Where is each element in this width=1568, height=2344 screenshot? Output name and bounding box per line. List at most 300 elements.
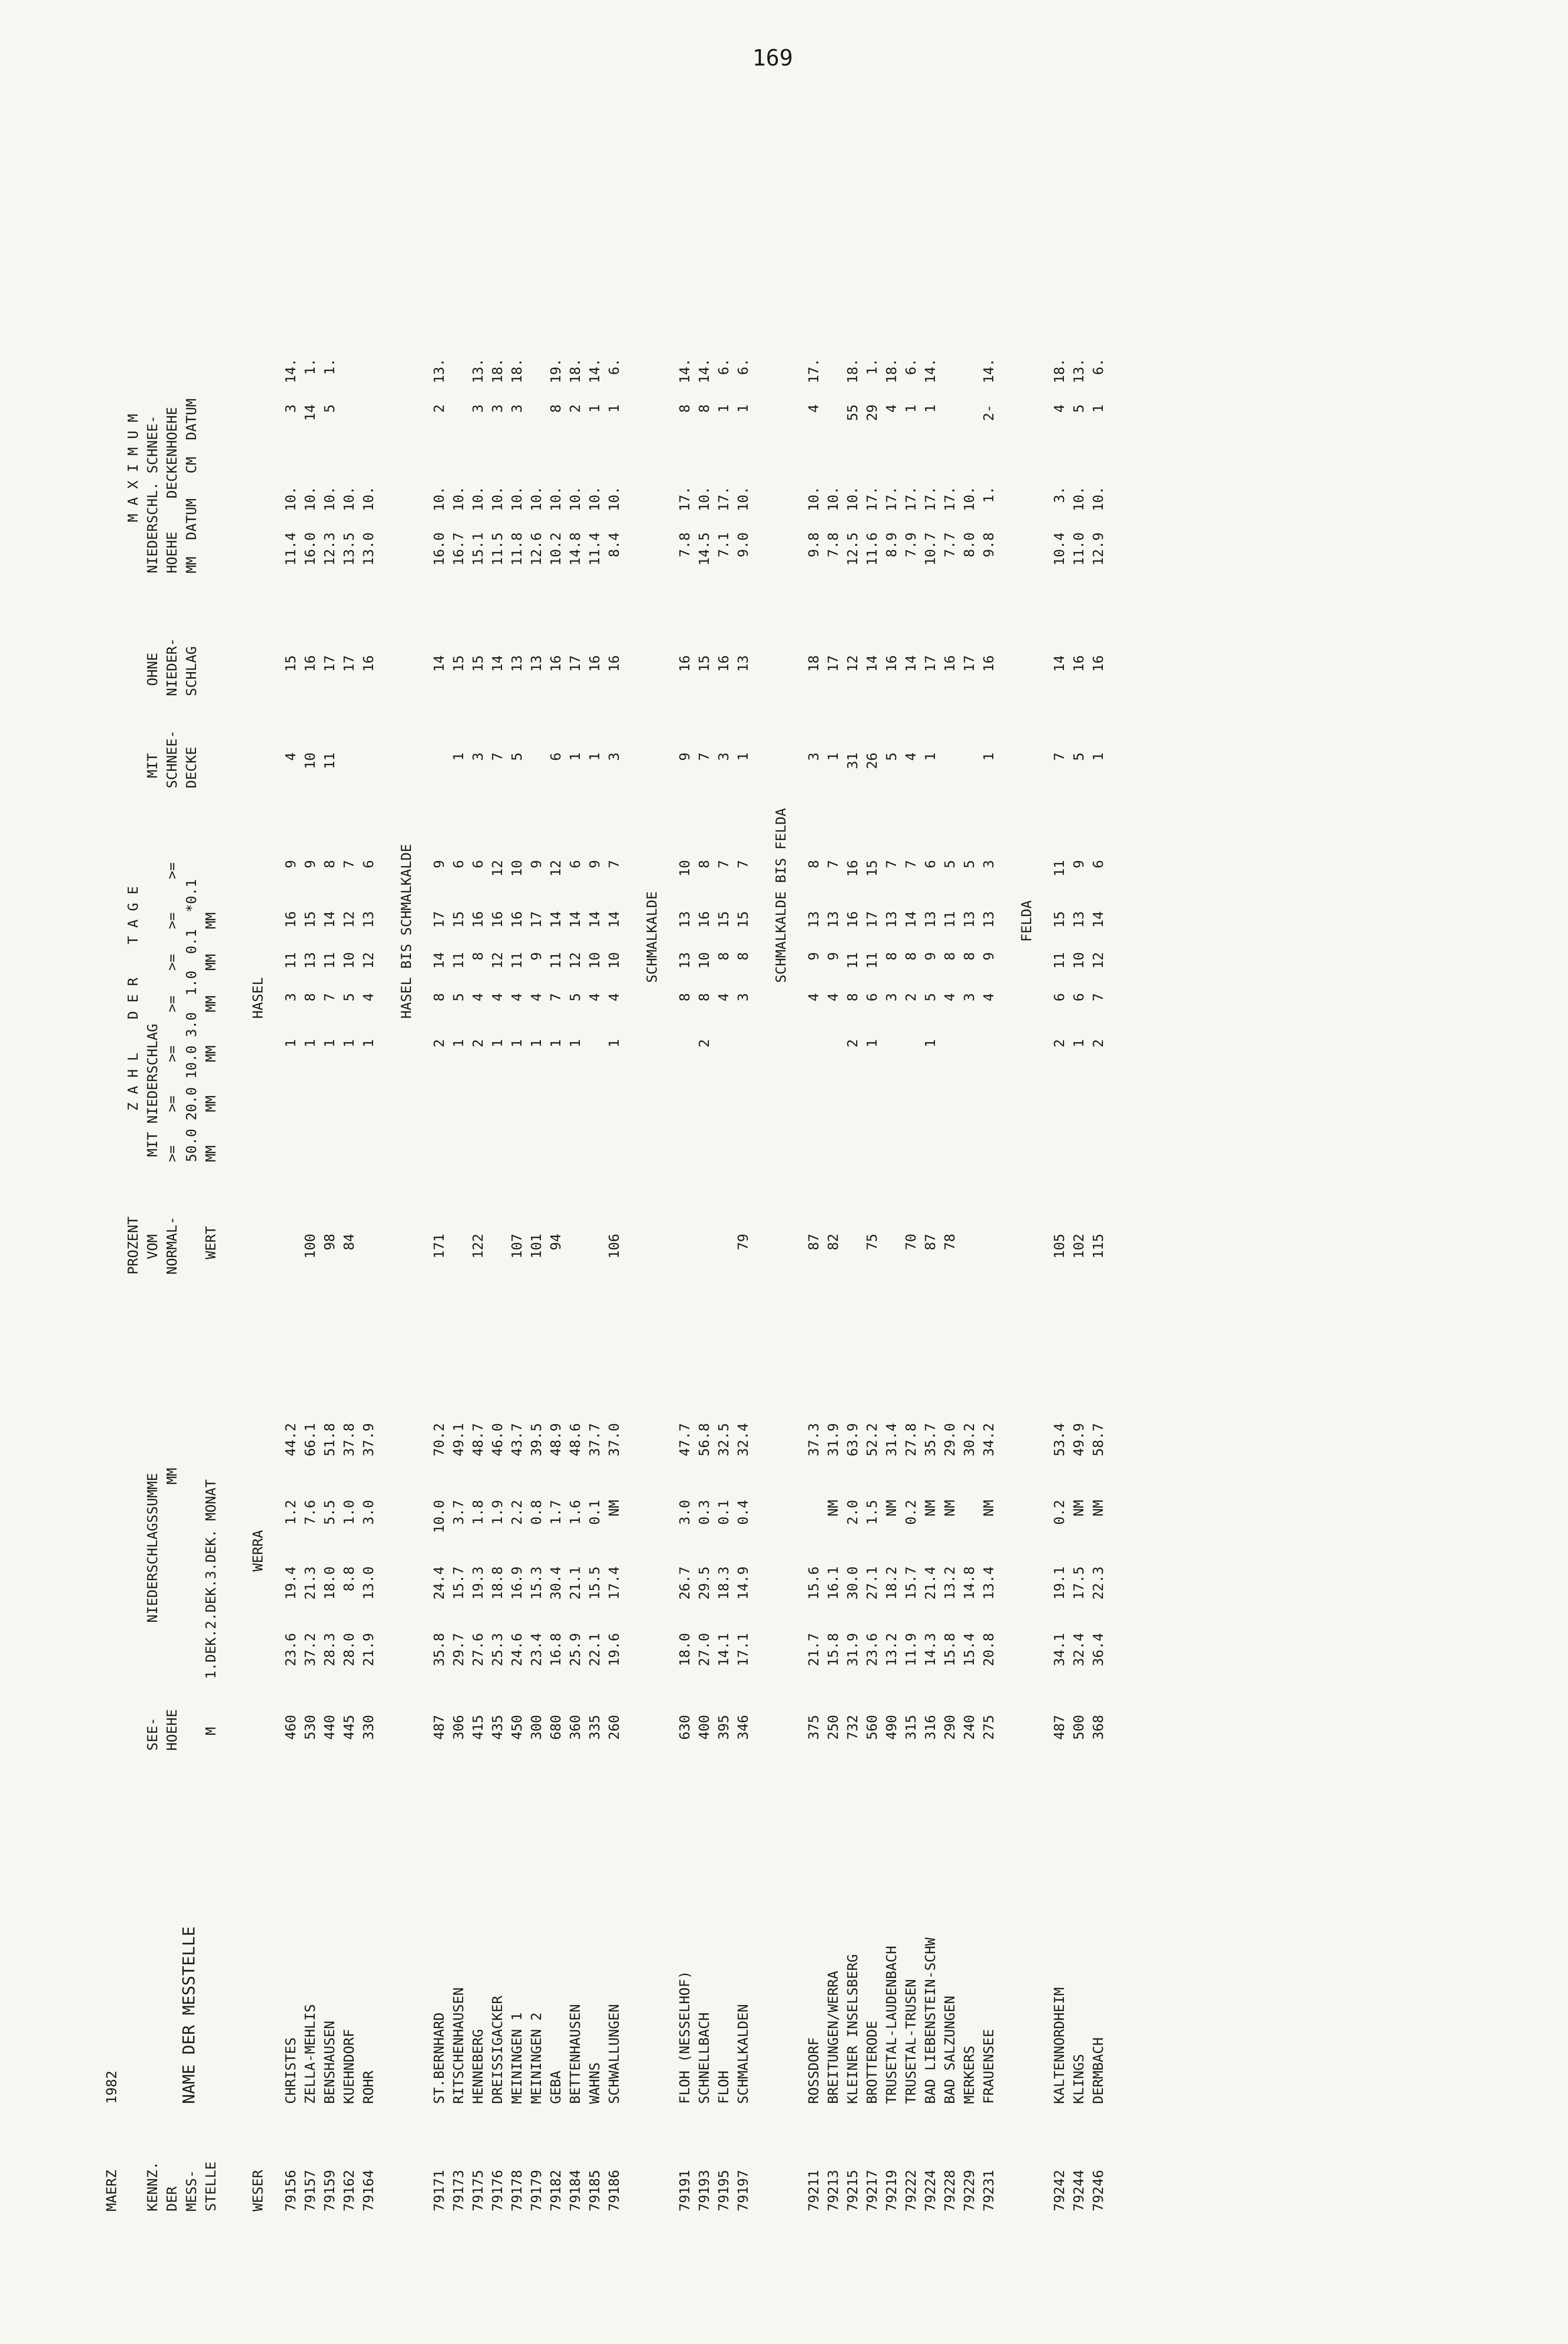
cell-t01: 14: [587, 911, 603, 928]
cell-tlt: 9: [587, 860, 603, 869]
cell-t01: 14: [1091, 911, 1106, 928]
cell-max_datum: 10.: [1091, 486, 1106, 511]
cell-t3: 8: [696, 993, 712, 1002]
cell-d1: 18.0: [677, 1633, 693, 1667]
cell-sd_cm: 4: [884, 404, 900, 413]
cell-t1: 8: [962, 952, 977, 961]
cell-id: 79156: [283, 2169, 299, 2211]
cell-max_mm: 10.4: [1052, 532, 1068, 566]
cell-max_mm: 9.0: [735, 532, 751, 557]
cell-sd_cm: 29: [864, 404, 880, 421]
cell-sd_datum: 14.: [587, 358, 603, 383]
cell-max_datum: 10.: [431, 486, 447, 511]
cell-tlt: 7: [735, 860, 751, 869]
cell-d3: 1.8: [470, 1500, 486, 1525]
cell-t01: 13: [361, 911, 377, 928]
cell-d3: NM: [923, 1500, 939, 1517]
cell-id: 79164: [361, 2169, 377, 2211]
cell-max_mm: 7.1: [716, 532, 732, 557]
cell-hoehe: 530: [302, 1715, 318, 1740]
cell-t3: 7: [1091, 993, 1106, 1002]
cell-t10: 2: [431, 1039, 447, 1048]
cell-id: 79185: [587, 2169, 603, 2211]
section-label: WERRA: [250, 1530, 266, 1572]
cell-d1: 11.9: [903, 1633, 919, 1667]
cell-ohne: 12: [845, 655, 861, 672]
cell-sd_cm: 8: [548, 404, 564, 413]
cell-sd_cm: 1: [923, 404, 939, 413]
cell-sd_datum: 13.: [1071, 358, 1087, 383]
cell-d3: 2.2: [509, 1500, 525, 1525]
rotated-table-sheet: [102, 215, 1356, 2211]
cell-id: 79246: [1091, 2169, 1106, 2211]
cell-mit: 4: [903, 752, 919, 761]
column-header: PROZENT: [125, 1216, 141, 1275]
cell-mit: 1: [981, 752, 997, 761]
cell-max_datum: 10.: [587, 486, 603, 511]
cell-monat: 44.2: [283, 1423, 299, 1457]
cell-t3: 4: [361, 993, 377, 1002]
cell-id: 79193: [696, 2169, 712, 2211]
cell-sd_cm: 1: [1091, 404, 1106, 413]
table-row: [1050, 215, 1070, 2211]
cell-max_datum: 10.: [470, 486, 486, 511]
cell-monat: 48.9: [548, 1423, 564, 1457]
cell-t10: 2: [1052, 1039, 1068, 1048]
cell-hoehe: 368: [1091, 1715, 1106, 1740]
cell-t01: 14: [322, 911, 338, 928]
cell-mit: 5: [884, 752, 900, 761]
cell-max_datum: 10.: [825, 486, 841, 511]
cell-d3: 1.7: [548, 1500, 564, 1525]
cell-hoehe: 460: [283, 1715, 299, 1740]
cell-sd_datum: 18.: [568, 358, 583, 383]
cell-t1: 10: [587, 952, 603, 969]
cell-id: 79186: [606, 2169, 622, 2211]
cell-d2: 17.4: [606, 1566, 622, 1600]
cell-t01: 13: [981, 911, 997, 928]
cell-max_datum: 17.: [942, 486, 958, 511]
cell-max_mm: 7.7: [942, 532, 958, 557]
cell-sd_cm: 1: [587, 404, 603, 413]
cell-ohne: 16: [677, 655, 693, 672]
cell-prozent: 78: [942, 1234, 958, 1251]
cell-tlt: 10: [677, 860, 693, 877]
cell-mit: 3: [806, 752, 822, 761]
cell-tlt: 7: [716, 860, 732, 869]
table-row: [320, 215, 340, 2211]
cell-t01: 15: [302, 911, 318, 928]
column-header: MM: [164, 1468, 180, 1485]
cell-id: 79219: [884, 2169, 900, 2211]
cell-t10: 1: [302, 1039, 318, 1048]
cell-monat: 31.4: [884, 1423, 900, 1457]
cell-tlt: 11: [1052, 860, 1068, 877]
cell-hoehe: 400: [696, 1715, 712, 1740]
cell-prozent: 94: [548, 1234, 564, 1251]
cell-name: DREISSIGACKER: [490, 1995, 506, 2104]
cell-hoehe: 250: [825, 1715, 841, 1740]
cell-tlt: 8: [322, 860, 338, 869]
cell-d2: 16.1: [825, 1566, 841, 1600]
cell-hoehe: 290: [942, 1715, 958, 1740]
cell-max_mm: 13.0: [361, 532, 377, 566]
cell-prozent: 171: [431, 1234, 447, 1259]
cell-hoehe: 680: [548, 1715, 564, 1740]
cell-sd_datum: 14.: [696, 358, 712, 383]
cell-d1: 27.6: [470, 1633, 486, 1667]
cell-t3: 4: [529, 993, 545, 1002]
cell-t1: 10: [606, 952, 622, 969]
cell-sd_datum: 13.: [470, 358, 486, 383]
cell-tlt: 9: [529, 860, 545, 869]
column-header: MM MM MM MM MM MM: [203, 912, 219, 1162]
cell-t10: 1: [509, 1039, 525, 1048]
year-label: 1982: [104, 2070, 120, 2104]
cell-d3: NM: [981, 1500, 997, 1517]
cell-id: 79231: [981, 2169, 997, 2211]
cell-name: TRUSETAL-LAUDENBACH: [884, 1946, 900, 2104]
cell-d2: 21.1: [568, 1566, 583, 1600]
cell-ohne: 16: [981, 655, 997, 672]
cell-mit: 3: [716, 752, 732, 761]
cell-max_datum: 17.: [923, 486, 939, 511]
cell-d2: 19.4: [283, 1566, 299, 1600]
cell-monat: 35.7: [923, 1423, 939, 1457]
cell-name: BROTTERODE: [864, 2020, 880, 2104]
cell-mit: 6: [548, 752, 564, 761]
cell-t3: 3: [884, 993, 900, 1002]
cell-d3: 1.6: [568, 1500, 583, 1525]
table-row: [921, 215, 941, 2211]
cell-t01: 11: [942, 911, 958, 928]
cell-prozent: 87: [806, 1234, 822, 1251]
section-label: FELDA: [1019, 900, 1035, 942]
cell-ohne: 15: [470, 655, 486, 672]
cell-d2: 16.9: [509, 1566, 525, 1600]
column-header: NAME DER MESSTELLE: [179, 1926, 199, 2104]
cell-d3: NM: [1071, 1500, 1087, 1517]
cell-monat: 43.7: [509, 1423, 525, 1457]
cell-d1: 21.9: [361, 1633, 377, 1667]
cell-hoehe: 445: [341, 1715, 357, 1740]
column-header: KENNZ.: [145, 2161, 161, 2211]
cell-t1: 12: [1091, 952, 1106, 969]
cell-id: 79228: [942, 2169, 958, 2211]
cell-t1: 9: [529, 952, 545, 961]
cell-hoehe: 375: [806, 1715, 822, 1740]
cell-t01: 16: [490, 911, 506, 928]
cell-d1: 28.0: [341, 1633, 357, 1667]
cell-d2: 27.1: [864, 1566, 880, 1600]
section-label: SCHMALKALDE BIS FELDA: [773, 808, 789, 983]
cell-id: 79211: [806, 2169, 822, 2211]
cell-sd_cm: 2: [568, 404, 583, 413]
cell-ohne: 16: [716, 655, 732, 672]
cell-d3: 0.2: [903, 1500, 919, 1525]
cell-d2: 24.4: [431, 1566, 447, 1600]
cell-t10: 1: [1071, 1039, 1087, 1048]
cell-ohne: 16: [548, 655, 564, 672]
cell-sd_datum: 6.: [716, 358, 732, 375]
cell-name: BAD SALZUNGEN: [942, 1995, 958, 2104]
cell-hoehe: 330: [361, 1715, 377, 1740]
cell-sd_datum: 1.: [864, 358, 880, 375]
cell-t3: 7: [548, 993, 564, 1002]
cell-t1: 12: [361, 952, 377, 969]
cell-sd_cm: 1: [735, 404, 751, 413]
cell-t01: 16: [509, 911, 525, 928]
cell-d1: 34.1: [1052, 1633, 1068, 1667]
cell-d3: 3.0: [677, 1500, 693, 1525]
cell-t3: 8: [845, 993, 861, 1002]
cell-tlt: 9: [302, 860, 318, 869]
cell-t3: 7: [322, 993, 338, 1002]
column-header: DER: [164, 2186, 180, 2211]
cell-max_mm: 15.1: [470, 532, 486, 566]
cell-ohne: 16: [587, 655, 603, 672]
cell-max_mm: 12.9: [1091, 532, 1106, 566]
cell-max_datum: 10.: [490, 486, 506, 511]
cell-monat: 32.4: [735, 1423, 751, 1457]
cell-prozent: 79: [735, 1234, 751, 1251]
table-row: [941, 215, 960, 2211]
cell-monat: 46.0: [490, 1423, 506, 1457]
cell-sd_cm: 3: [509, 404, 525, 413]
cell-ohne: 13: [735, 655, 751, 672]
cell-name: KUEHNDORF: [341, 2029, 357, 2104]
cell-t3: 4: [825, 993, 841, 1002]
cell-t1: 12: [568, 952, 583, 969]
cell-t01: 16: [283, 911, 299, 928]
table-row: [469, 215, 488, 2211]
cell-t10: 2: [1091, 1039, 1106, 1048]
cell-id: 79178: [509, 2169, 525, 2211]
cell-monat: 37.9: [361, 1423, 377, 1457]
cell-id: 79213: [825, 2169, 841, 2211]
cell-monat: 49.1: [451, 1423, 467, 1457]
cell-name: RITSCHENHAUSEN: [451, 1987, 467, 2104]
cell-d2: 15.7: [903, 1566, 919, 1600]
cell-t01: 15: [716, 911, 732, 928]
cell-max_datum: 10.: [529, 486, 545, 511]
cell-name: FLOH: [716, 2070, 732, 2104]
cell-name: SCHMALKALDEN: [735, 2004, 751, 2104]
table-row: [804, 215, 824, 2211]
cell-sd_cm: 5: [1071, 404, 1087, 413]
table-row: [734, 215, 753, 2211]
page-number: 169: [752, 45, 793, 71]
cell-mit: 10: [302, 752, 318, 769]
cell-id: 79224: [923, 2169, 939, 2211]
cell-ohne: 16: [1071, 655, 1087, 672]
cell-d2: 18.0: [322, 1566, 338, 1600]
cell-t01: 17: [431, 911, 447, 928]
table-row: [714, 215, 734, 2211]
cell-d1: 16.8: [548, 1633, 564, 1667]
cell-max_mm: 11.0: [1071, 532, 1087, 566]
cell-sd_cm: 3: [470, 404, 486, 413]
cell-mit: 1: [568, 752, 583, 761]
cell-max_datum: 10.: [283, 486, 299, 511]
cell-tlt: 7: [825, 860, 841, 869]
cell-ohne: 17: [923, 655, 939, 672]
cell-t01: 15: [735, 911, 751, 928]
cell-d1: 19.6: [606, 1633, 622, 1667]
cell-name: ROSSDORF: [806, 2037, 822, 2104]
cell-mit: 1: [735, 752, 751, 761]
cell-d1: 28.3: [322, 1633, 338, 1667]
cell-t3: 3: [735, 993, 751, 1002]
cell-d2: 18.2: [884, 1566, 900, 1600]
cell-tlt: 7: [606, 860, 622, 869]
cell-id: 79175: [470, 2169, 486, 2211]
cell-prozent: 100: [302, 1234, 318, 1259]
cell-d3: 1.2: [283, 1500, 299, 1525]
cell-sd_cm: 1: [903, 404, 919, 413]
cell-t10: 1: [490, 1039, 506, 1048]
cell-sd_cm: 5: [322, 404, 338, 413]
cell-d2: 21.3: [302, 1566, 318, 1600]
cell-max_datum: 10.: [322, 486, 338, 511]
cell-max_mm: 13.5: [341, 532, 357, 566]
cell-d3: NM: [942, 1500, 958, 1517]
cell-hoehe: 346: [735, 1715, 751, 1740]
cell-max_mm: 11.4: [283, 532, 299, 566]
cell-name: GEBA: [548, 2070, 564, 2104]
cell-t10: 2: [470, 1039, 486, 1048]
cell-name: BENSHAUSEN: [322, 2020, 338, 2104]
cell-ohne: 15: [451, 655, 467, 672]
cell-id: 79182: [548, 2169, 564, 2211]
cell-d3: NM: [1091, 1500, 1106, 1517]
cell-sd_datum: 19.: [548, 358, 564, 383]
cell-max_mm: 11.5: [490, 532, 506, 566]
cell-t1: 11: [845, 952, 861, 969]
cell-t1: 10: [1071, 952, 1087, 969]
cell-t10: 1: [923, 1039, 939, 1048]
cell-name: MEININGEN 2: [529, 2012, 545, 2104]
cell-tlt: 8: [696, 860, 712, 869]
cell-hoehe: 487: [431, 1715, 447, 1740]
cell-sd_cm: 3: [283, 404, 299, 413]
table-row: [605, 215, 624, 2211]
cell-max_datum: 17.: [716, 486, 732, 511]
cell-d2: 13.2: [942, 1566, 958, 1600]
cell-hoehe: 560: [864, 1715, 880, 1740]
cell-d2: 15.5: [587, 1566, 603, 1600]
column-header: NORMAL-: [164, 1216, 180, 1275]
cell-d2: 15.6: [806, 1566, 822, 1600]
cell-hoehe: 500: [1071, 1715, 1087, 1740]
cell-monat: 34.2: [981, 1423, 997, 1457]
cell-monat: 37.3: [806, 1423, 822, 1457]
cell-d2: 30.4: [548, 1566, 564, 1600]
cell-d2: 29.5: [696, 1566, 712, 1600]
cell-hoehe: 630: [677, 1715, 693, 1740]
cell-d3: 0.2: [1052, 1500, 1068, 1525]
cell-id: 79157: [302, 2169, 318, 2211]
cell-t3: 4: [942, 993, 958, 1002]
cell-sd_cm: 8: [677, 404, 693, 413]
cell-t1: 8: [903, 952, 919, 961]
cell-t01: 16: [696, 911, 712, 928]
cell-monat: 53.4: [1052, 1423, 1068, 1457]
cell-t10: 1: [548, 1039, 564, 1048]
cell-max_mm: 10.7: [923, 532, 939, 566]
cell-max_datum: 10.: [548, 486, 564, 511]
cell-mit: 7: [1052, 752, 1068, 761]
cell-ohne: 14: [864, 655, 880, 672]
cell-sd_datum: 17.: [806, 358, 822, 383]
cell-t1: 8: [942, 952, 958, 961]
table-row: [695, 215, 714, 2211]
cell-hoehe: 360: [568, 1715, 583, 1740]
cell-sd_datum: 14.: [283, 358, 299, 383]
cell-tlt: 10: [509, 860, 525, 877]
cell-monat: 37.7: [587, 1423, 603, 1457]
cell-t3: 4: [587, 993, 603, 1002]
cell-d2: 18.8: [490, 1566, 506, 1600]
cell-d3: 1.5: [864, 1500, 880, 1525]
cell-t01: 14: [568, 911, 583, 928]
cell-mit: 9: [677, 752, 693, 761]
table-row: [301, 215, 320, 2211]
column-header: OHNE: [145, 652, 161, 686]
cell-tlt: 6: [470, 860, 486, 869]
cell-sd_cm: 4: [806, 404, 822, 413]
cell-hoehe: 395: [716, 1715, 732, 1740]
cell-id: 79244: [1071, 2169, 1087, 2211]
table-row: [824, 215, 843, 2211]
cell-d1: 15.8: [825, 1633, 841, 1667]
cell-tlt: 7: [903, 860, 919, 869]
cell-id: 79162: [341, 2169, 357, 2211]
cell-name: KALTENNORDHEIM: [1052, 1987, 1068, 2104]
cell-sd_datum: 18.: [884, 358, 900, 383]
cell-name: TRUSETAL-TRUSEN: [903, 1979, 919, 2104]
cell-tlt: 9: [1071, 860, 1087, 869]
cell-t01: 14: [548, 911, 564, 928]
cell-ohne: 14: [490, 655, 506, 672]
cell-sd_cm: 14: [302, 404, 318, 421]
cell-t3: 5: [923, 993, 939, 1002]
column-header: STELLE: [203, 2161, 219, 2211]
cell-d3: 0.4: [735, 1500, 751, 1525]
cell-name: WAHNS: [587, 2062, 603, 2104]
cell-d3: 10.0: [431, 1500, 447, 1534]
cell-d3: 2.0: [845, 1500, 861, 1525]
column-header: DECKE: [184, 746, 200, 788]
section-label: HASEL BIS SCHMALKALDE: [399, 844, 415, 1019]
cell-t01: 14: [606, 911, 622, 928]
cell-max_datum: 10.: [806, 486, 822, 511]
column-header: 50.0 20.0 10.0 3.0 1.0 0.1 *0.1: [184, 879, 200, 1162]
cell-max_mm: 12.3: [322, 532, 338, 566]
cell-mit: 26: [864, 752, 880, 769]
column-header: HOEHE DECKENHOEHE: [164, 406, 180, 573]
cell-t3: 3: [962, 993, 977, 1002]
cell-max_mm: 11.6: [864, 532, 880, 566]
cell-name: KLEINER INSELSBERG: [845, 1954, 861, 2104]
cell-sd_datum: 14.: [677, 358, 693, 383]
cell-name: MEININGEN 1: [509, 2012, 525, 2104]
cell-monat: 37.0: [606, 1423, 622, 1457]
table-row: [547, 215, 566, 2211]
cell-d2: 13.4: [981, 1566, 997, 1600]
cell-max_mm: 8.4: [606, 532, 622, 557]
cell-tlt: 6: [923, 860, 939, 869]
